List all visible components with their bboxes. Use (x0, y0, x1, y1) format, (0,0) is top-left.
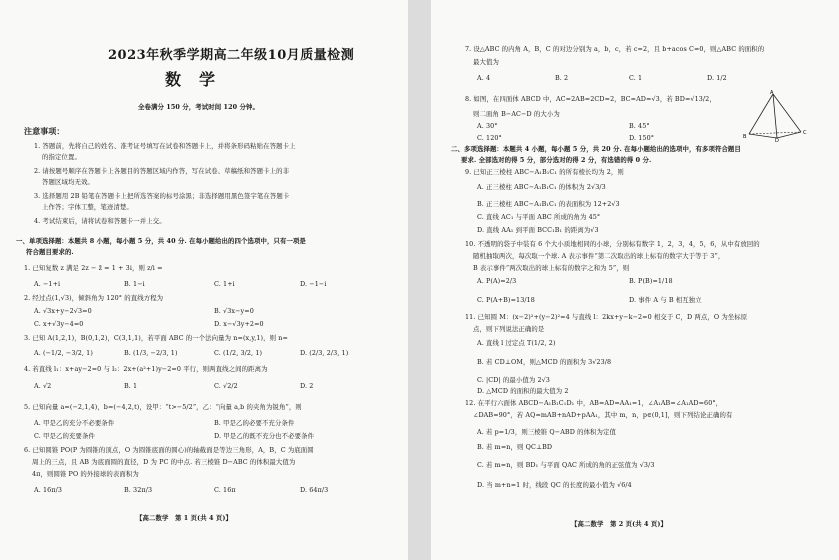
q4-option-d: D. 2 (300, 382, 314, 390)
q6-option-d: D. 64π/3 (300, 486, 329, 494)
q8-option-d: D. 150° (629, 134, 655, 142)
figure-label-d: D (775, 138, 779, 142)
exam-page-1 (0, 0, 408, 560)
q11-option-a: A. 直线 l 过定点 T(1/2, 2) (477, 339, 556, 347)
q3-stem: 3. 已知 A(1,2,1)，B(0,1,2)，C(3,1,1)，若平面 ABC 的一个法向量为 n=(x,y,1)，则 n= (24, 334, 288, 342)
q1-option-d: D. −1−i (300, 280, 327, 288)
q11-option-d: D. △MCD 的面积的最大值为 2 (477, 387, 569, 395)
q4-stem: 4. 若直线 l₁：x+ay−2=0 与 l₂：2x+(a²+1)y−2=0 平行，则两直线之间的距离为 (24, 365, 268, 373)
note-line: 3. 选择题用 2B 铅笔在答题卡上把所选答案的标号涂黑；非选择题用黑色签字笔在答题卡 (34, 192, 290, 200)
q11-option-b: B. 若 CD⊥OM，则△MCD 的面积为 3√23/8 (477, 358, 612, 366)
q2-option-c: C. x+√3y−4=0 (34, 320, 84, 328)
note-line: 4. 考试结束后，请将试卷和答题卡一并上交。 (34, 217, 166, 225)
figure-label-b: B (743, 134, 747, 140)
exam-info: 全卷满分 150 分，考试时间 120 分钟。 (138, 103, 259, 111)
q6-stem-cont: 4π，则圆锥 PO 的外接球的表面积为 (32, 470, 139, 478)
q11-stem-cont: 点，则下列说法正确的是 (473, 325, 545, 333)
q9-option-a: A. 正三棱柱 ABC−A₁B₁C₁ 的体积为 2√3/3 (477, 183, 606, 191)
q9-option-c: C. 直线 AC₁ 与平面 ABC 所成的角为 45° (477, 213, 601, 221)
q6-stem: 6. 已知圆锥 PO(P 为圆锥的顶点，O 为圆锥底面的圆心)的轴截面是等边三角形，A，B，C 为底面圆 (24, 446, 314, 454)
q10-stem-cont: B 表示事件“两次取出的球上标有的数字之和为 5”，则 (473, 264, 630, 272)
q7-stem-cont: 最大值为 (473, 58, 499, 66)
q8-option-c: C. 120° (477, 134, 502, 142)
note-line: 1. 答题前，先将自己的姓名、准考证号填写在试卷和答题卡上，并将条形码粘贴在答题卡上 (34, 142, 296, 150)
q8-stem-cont: 则二面角 B−AC−D 的大小为 (473, 110, 560, 118)
q12-option-c: C. 若 m=n，则 BD₁ 与平面 QAC 所成的角的正弦值为 √3/3 (477, 461, 655, 469)
q7-option-a: A. 4 (477, 74, 491, 82)
figure-label-c: C (803, 130, 807, 136)
q12-option-b: B. 若 m=n，则 QC⊥BD (477, 443, 553, 451)
q4-option-c: C. √2/2 (214, 382, 238, 390)
q1-option-c: C. 1+i (214, 280, 235, 288)
figure-label-a: A (770, 90, 774, 96)
q2-stem: 2. 经过点(1,√3)，倾斜角为 120° 的直线方程为 (24, 294, 164, 302)
q1-stem: 1. 已知复数 z 满足 2z − z̄ = 1 + 3i，则 z/i = (24, 264, 163, 272)
q6-option-c: C. 16π (214, 486, 236, 494)
q10-option-c: C. P(A+B)=13/18 (477, 296, 535, 304)
q7-option-c: C. 1 (629, 74, 643, 82)
q3-option-d: D. (2/3, 2/3, 1) (300, 349, 349, 357)
q11-option-c: C. |CD| 的最小值为 2√3 (477, 376, 550, 384)
exam-page-2 (431, 0, 839, 560)
note-line: 2. 请按题号顺序在答题卡上各题目的答题区域内作答，写在试卷、草稿纸和答题卡上的非 (34, 167, 290, 175)
q10-option-a: A. P(A)=2/3 (477, 277, 517, 285)
q12-option-d: D. 当 m+n=1 时，线段 QC 的长度的最小值为 √6/4 (477, 481, 632, 489)
q8-option-a: A. 30° (477, 122, 498, 130)
q5-option-c: C. 甲是乙的充要条件 (34, 432, 95, 440)
notes-heading: 注意事项： (24, 126, 65, 136)
q8-option-b: B. 45° (629, 122, 650, 130)
q10-stem-cont: 随机抽取两次，每次取一个球. A 表示事件“第二次取出的球上标有的数字大于等于 3”， (473, 252, 725, 260)
q10-option-d: D. 事件 A 与 B 相互独立 (629, 296, 702, 304)
q11-stem: 11. 已知圆 M：(x−2)²+(y−2)²=4 与直线 l：2kx+y−k−2=0 相交于 C，D 两点，O 为坐标原 (465, 313, 748, 321)
q7-option-d: D. 1/2 (707, 74, 727, 82)
q5-option-b: B. 甲是乙的必要不充分条件 (214, 419, 295, 427)
q5-stem: 5. 已知向量 a=(−2,1,4)，b=(−4,2,t)，设甲：“t>−5/2”，乙：“向量 a,b 的夹角为锐角”，则 (24, 403, 302, 411)
exam-title: 2023年秋季学期高二年级10月质量检测 (108, 48, 355, 63)
tetrahedron-figure (743, 88, 809, 142)
q5-option-a: A. 甲是乙的充分不必要条件 (34, 419, 115, 427)
note-line: 答题区域均无效。 (42, 178, 94, 186)
q7-option-b: B. 2 (555, 74, 569, 82)
q9-stem: 9. 已知正三棱柱 ABC−A₁B₁C₁ 的所有棱长均为 2，则 (465, 168, 624, 176)
q3-option-a: A. (−1/2, −3/2, 1) (34, 349, 93, 357)
q2-option-d: D. x−√3y+2=0 (214, 320, 264, 328)
q3-option-b: B. (1/3, −2/3, 1) (124, 349, 178, 357)
q6-stem-cont: 周上的三点，且 AB 为底面圆的直径，D 为 PC 的中点. 若三棱锥 D−ABC 的体积最大值为 (32, 458, 296, 466)
q10-option-b: B. P(B)=1/18 (629, 277, 673, 285)
q6-option-b: B. 32π/3 (124, 486, 153, 494)
q6-option-a: A. 16π/3 (34, 486, 63, 494)
q3-option-c: C. (1/2, 3/2, 1) (214, 349, 263, 357)
q12-stem-cont: ∠DAB=90°，若 AQ=mAB+nAD+pAA₁，其中 m，n，p∈(0,1]，则下列结论正确的有 (473, 411, 733, 419)
q4-option-b: B. 1 (124, 382, 138, 390)
q1-option-a: A. −1+i (34, 280, 61, 288)
q12-stem: 12. 在平行六面体 ABCD−A₁B₁C₁D₁ 中，AB=AD=AA₁=1，∠A₁AB=∠A₁AD=60°， (465, 399, 723, 407)
q4-option-a: A. √2 (34, 382, 52, 390)
q2-option-b: B. √3x−y=0 (214, 307, 254, 315)
q10-stem: 10. 不透明的袋子中装有 6 个大小质地相同的小球，分别标有数字 1，2，3，4，5，6，从中有放回的 (465, 240, 760, 248)
q9-option-d: D. 直线 AA₁ 到平面 BCC₁B₁ 的距离为√3 (477, 226, 599, 234)
section1-heading-cont: 符合题目要求的. (26, 248, 74, 256)
section2-heading-cont: 要求. 全部选对的得 5 分，部分选对的得 2 分，有选错的得 0 分. (461, 156, 652, 164)
page-gutter (408, 0, 431, 560)
note-line: 的指定位置。 (42, 153, 81, 161)
q9-option-b: B. 正三棱柱 ABC−A₁B₁C₁ 的表面积为 12+2√3 (477, 200, 620, 208)
q5-option-d: D. 甲是乙的既不充分也不必要条件 (214, 432, 315, 440)
q8-stem: 8. 如图，在四面体 ABCD 中，AC=2AB=2CD=2，BC=AD=√3，若 BD=√13/2， (465, 95, 716, 103)
subject-title: 数学 (165, 70, 234, 89)
page-footer: 【高二数学 第 2 页(共 4 页)】 (571, 520, 668, 528)
q12-option-a: A. 若 p=1/3，则三棱锥 Q−ABD 的体积为定值 (477, 428, 617, 436)
section1-heading: 一、单项选择题：本题共 8 小题，每小题 5 分，共 40 分. 在每小题给出的四个选项中，只有一项是 (16, 237, 306, 245)
q7-stem: 7. 设△ABC 的内角 A，B，C 的对边分别为 a，b，c，若 c=2，且 b+acos C=0，则△ABC 的面积的 (465, 45, 765, 53)
q1-option-b: B. 1−i (124, 280, 145, 288)
q2-option-a: A. √3x+y−2√3=0 (34, 307, 92, 315)
section2-heading: 二、多项选择题：本题共 4 小题，每小题 5 分，共 20 分. 在每小题给出的选项中，有多项符合题目 (451, 145, 741, 153)
page-footer: 【高二数学 第 1 页(共 4 页)】 (136, 514, 233, 522)
note-line: 上作答；字体工整，笔迹清楚。 (42, 203, 133, 211)
